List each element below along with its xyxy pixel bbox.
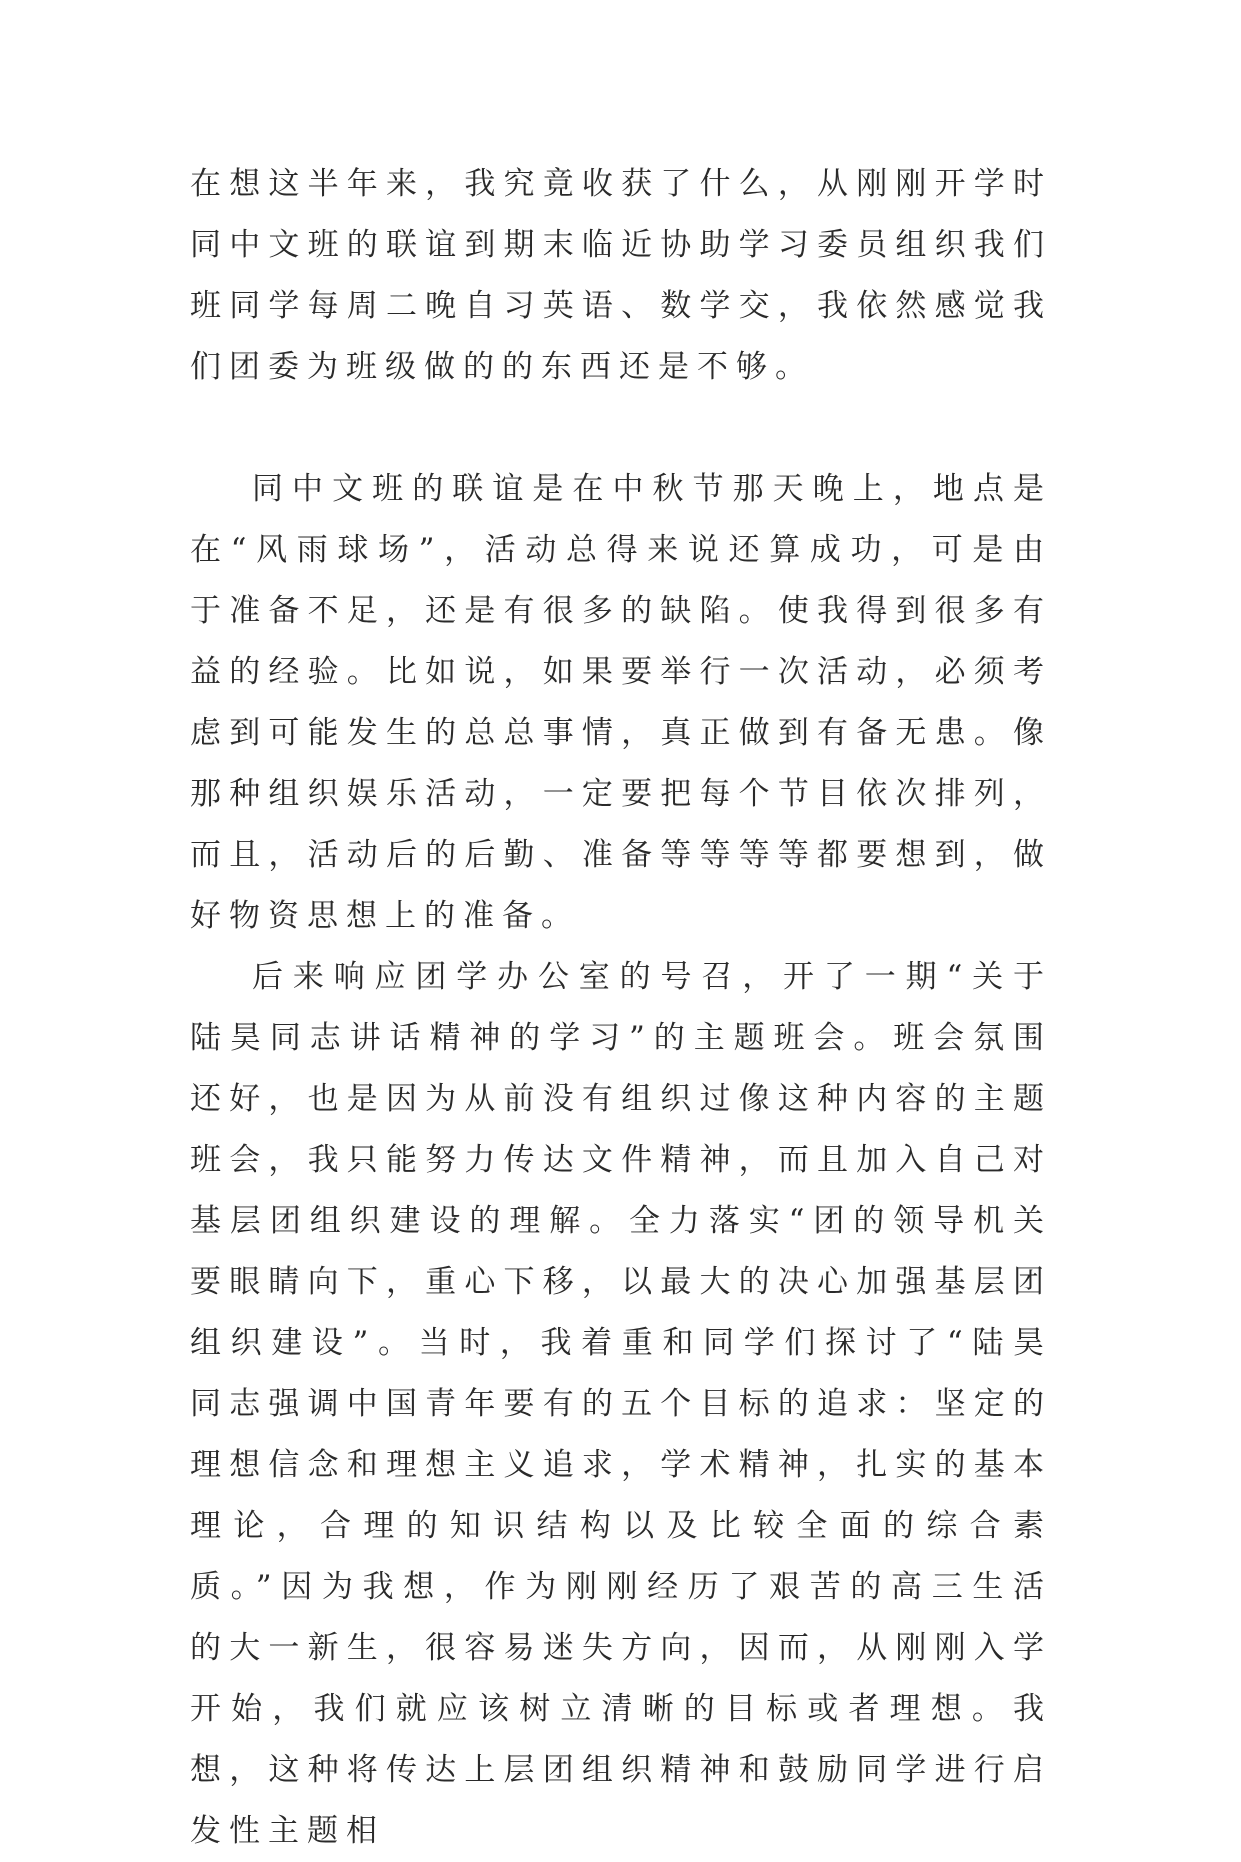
paragraph-3: 后来响应团学办公室的号召，开了一期“关于陆昊同志讲话精神的学习”的主题班会。班会氛围还好，也是因为从前没有组织过像这种内容的主题班会，我只能努力传达文件精神，而且加入自己对基层团组织建设的理解。全力落实“团的领导机关要眼睛向下，重心下移，以最大的决心加强基层团组织建设”。当时，我着重和同学们探讨了“陆昊同志强调中国青年要有的五个目标的追求：坚定的理想信念和理想主义追求，学术精神，扎实的基本理论，合理的知识结构以及比较全面的综合素质。”因为我想，作为刚刚经历了艰苦的高三生活的大一新生，很容易迷失方向，因而，从刚刚入学开始，我们就应该树立清晰的目标或者理想。我想，这种将传达上层团组织精神和鼓励同学进行启发性主题相 bbox=[190, 959, 1052, 1849]
paragraph-2: 同中文班的联谊是在中秋节那天晚上，地点是在“风雨球场”，活动总得来说还算成功，可是由于准备不足，还是有很多的缺陷。使我得到很多有益的经验。比如说，如果要举行一次活动，必须考虑到可能发生的总总事情，真正做到有备无患。像那种组织娱乐活动，一定要把每个节目依次排列，而且，活动后的后勤、准备等等等等都要想到，做好物资思想上的准备。 bbox=[190, 471, 1052, 934]
paragraph-1: 在想这半年来，我究竟收获了什么，从刚刚开学时同中文班的联谊到期末临近协助学习委员组织我们班同学每周二晚自习英语、数学交，我依然感觉我们团委为班级做的的东西还是不够。 bbox=[190, 166, 1052, 385]
document-body bbox=[190, 154, 1052, 1862]
